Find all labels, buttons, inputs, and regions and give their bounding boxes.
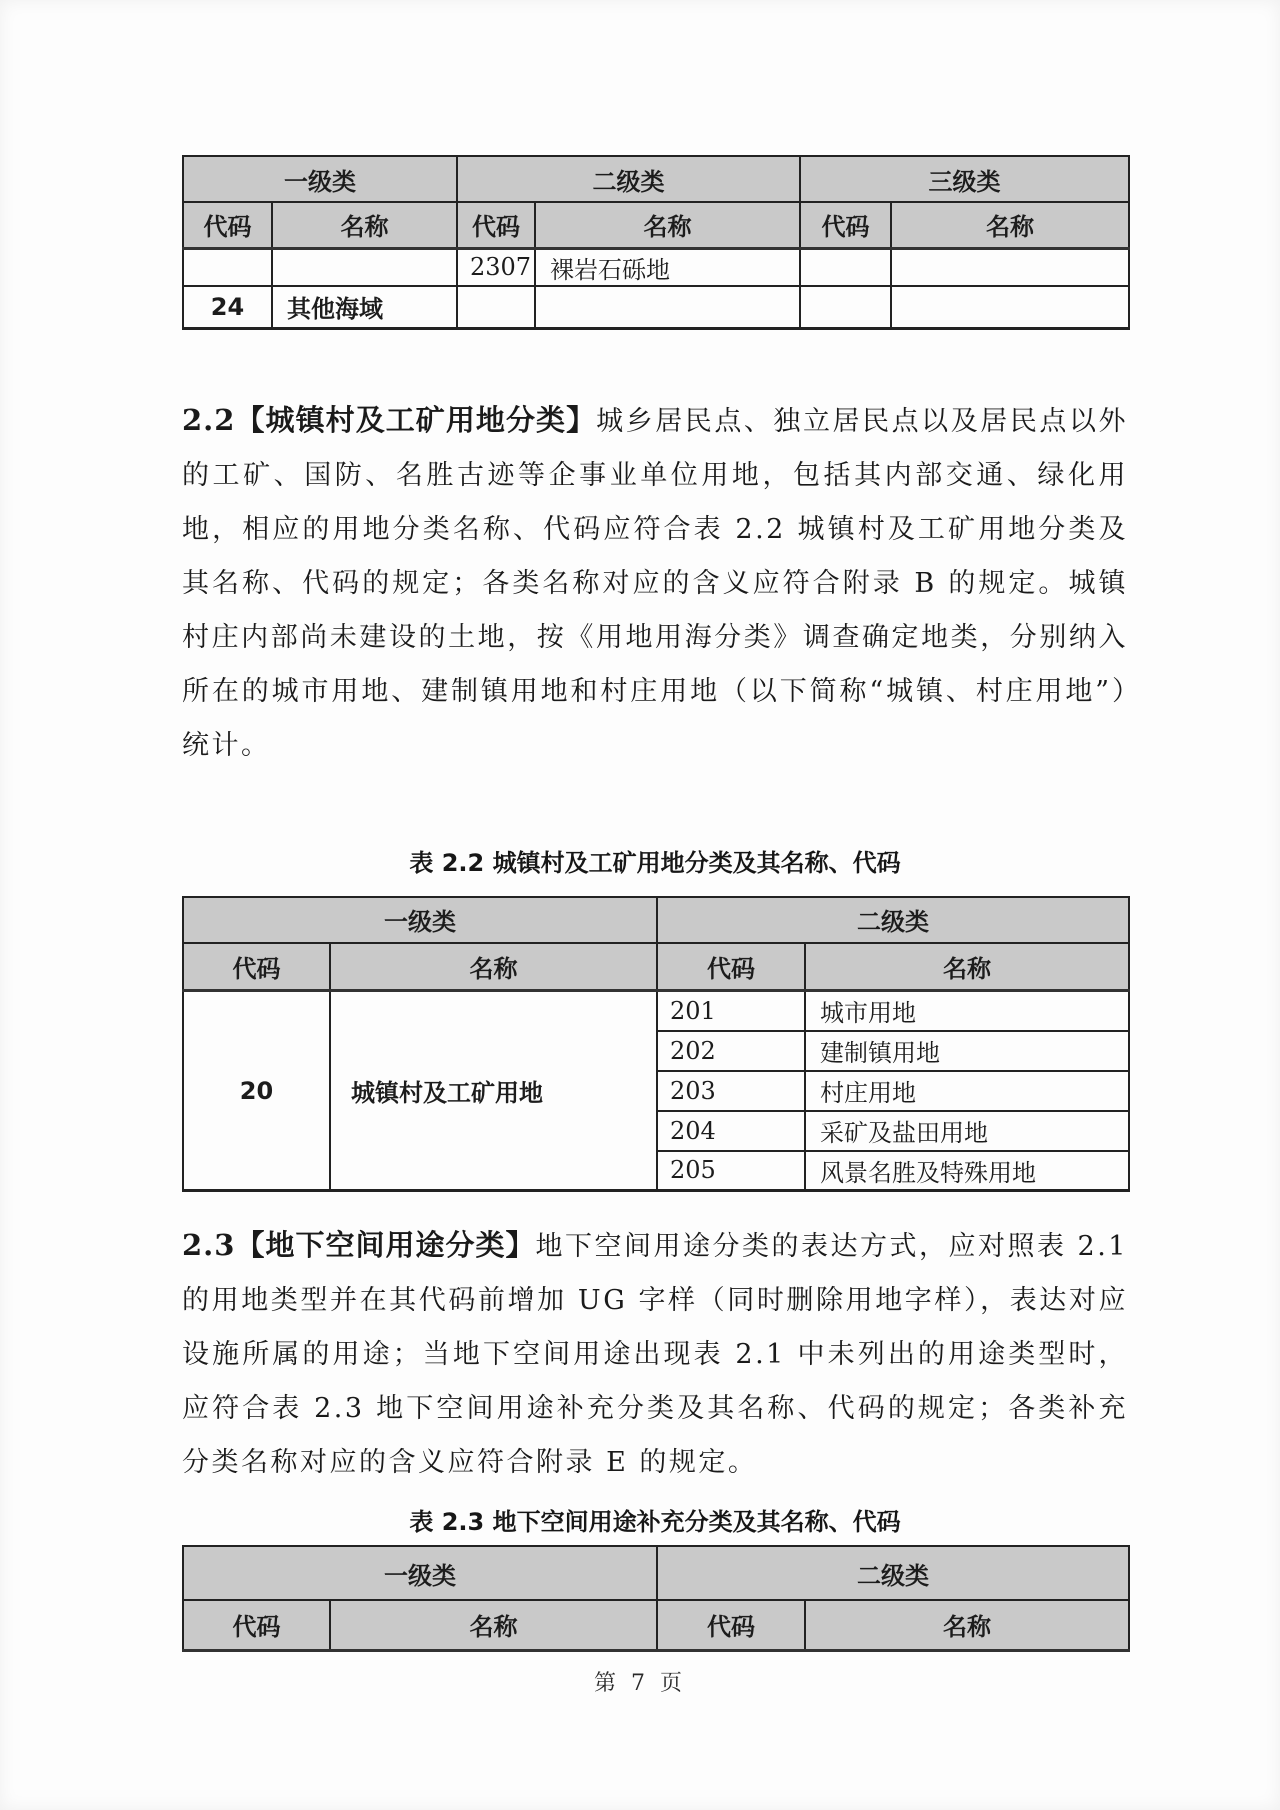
table-row (183, 248, 1129, 286)
table-cell-l2-name (535, 286, 800, 328)
table-row (183, 943, 1129, 991)
table-2-3-underground-space-use (182, 1545, 1130, 1652)
col-header-code: 代码 (183, 202, 272, 248)
group-header-level2: 二级类 (457, 156, 800, 202)
table-row (183, 202, 1129, 248)
col-header-name: 名称 (891, 202, 1129, 248)
table-cell-l2-code: 2307 (457, 248, 535, 286)
page-content (182, 155, 1128, 1652)
group-header-level2: 二级类 (657, 1546, 1129, 1600)
section-body-text: 地下空间用途分类的表达方式，应对照表 2.1 的用地类型并在其代码前增加 UG 字样（同时删除用地字样），表达对应设施所属的用途；当地下空间用途出现表 2.1 中未列出的用途类型时，应符合表 2.3 地下空间用途补充分类及其名称、代码的规定；各类补充分类名称对应的含义应符合附录 E 的规定。 (182, 1231, 1128, 1478)
table-row (183, 286, 1129, 328)
page-number: 第 7 页 (594, 1671, 686, 1696)
table-2-2-urban-rural-industrial-mining-land (182, 896, 1130, 1193)
table-row (183, 1600, 1129, 1650)
table-row (183, 991, 1129, 1031)
table-cell-l3-name (891, 286, 1129, 328)
table-cell-l1-code (183, 248, 272, 286)
table-cell-l2-code: 203 (657, 1071, 805, 1111)
section-body-text: 城乡居民点、独立居民点以及居民点以外的工矿、国防、名胜古迹等企事业单位用地，包括其内部交通、绿化用地，相应的用地分类名称、代码应符合表 2.2 城镇村及工矿用地分类及其名称、代码的规定；各类名称对应的含义应符合附录 B 的规定。城镇村庄内部尚未建设的土地，按《用地用海分类》调查确定地类，分别纳入所在的城市用地、建制镇用地和村庄用地（以下简称“城镇、村庄用地”）统计。 (182, 405, 1128, 761)
group-header-level1: 一级类 (183, 1546, 657, 1600)
table-cell-l2-name: 建制镇用地 (805, 1031, 1129, 1071)
group-header-level1: 一级类 (183, 156, 457, 202)
section-2-3-paragraph (182, 1218, 1128, 1490)
table-cell-l1-name (272, 248, 457, 286)
col-header-code: 代码 (657, 943, 805, 991)
col-header-name: 名称 (330, 943, 657, 991)
table-cell-l2-code (457, 286, 535, 328)
table-cell-l2-code: 205 (657, 1151, 805, 1191)
col-header-name: 名称 (272, 202, 457, 248)
col-header-code: 代码 (457, 202, 535, 248)
table-cell-l3-code (800, 248, 891, 286)
table-row (183, 1546, 1129, 1600)
table-cell-l2-name: 裸岩石砾地 (535, 248, 800, 286)
table-cell-l1-code: 24 (183, 286, 272, 328)
table-cell-l3-code (800, 286, 891, 328)
table-cell-l2-code: 201 (657, 991, 805, 1031)
table-2-3-wrapper (182, 1545, 1128, 1652)
group-header-level3: 三级类 (800, 156, 1129, 202)
table-row (183, 156, 1129, 202)
section-title: 【地下空间用途分类】 (235, 1228, 536, 1262)
col-header-code: 代码 (183, 943, 330, 991)
col-header-name: 名称 (330, 1600, 657, 1650)
section-number: 2.3 (182, 1228, 236, 1262)
section-title: 【城镇村及工矿用地分类】 (235, 402, 597, 437)
table-2-2-caption: 表 2.2 城镇村及工矿用地分类及其名称、代码 (409, 848, 901, 877)
table-2-3-caption: 表 2.3 地下空间用途补充分类及其名称、代码 (409, 1508, 901, 1536)
table-cell-l2-name: 风景名胜及特殊用地 (805, 1151, 1129, 1191)
table-cell-l2-code: 204 (657, 1111, 805, 1151)
table-row (183, 897, 1129, 943)
table-cell-l2-name: 采矿及盐田用地 (805, 1111, 1129, 1151)
table-cell-l2-name: 城市用地 (805, 991, 1129, 1031)
col-header-code: 代码 (183, 1600, 330, 1650)
land-use-classification-table-continuation (182, 155, 1130, 330)
col-header-code: 代码 (657, 1600, 805, 1650)
col-header-code: 代码 (800, 202, 891, 248)
table-cell-l3-name (891, 248, 1129, 286)
col-header-name: 名称 (535, 202, 800, 248)
table-cell-l2-code: 202 (657, 1031, 805, 1071)
group-header-level2: 二级类 (657, 897, 1129, 943)
table-cell-l1-name: 城镇村及工矿用地 (330, 991, 657, 1191)
col-header-name: 名称 (805, 943, 1129, 991)
table-cell-l2-name: 村庄用地 (805, 1071, 1129, 1111)
section-number: 2.2 (182, 402, 236, 437)
table-cell-l1-code: 20 (183, 991, 330, 1191)
table-cell-l1-name: 其他海域 (272, 286, 457, 328)
group-header-level1: 一级类 (183, 897, 657, 943)
section-2-2-paragraph (182, 393, 1128, 773)
col-header-name: 名称 (805, 1600, 1129, 1650)
